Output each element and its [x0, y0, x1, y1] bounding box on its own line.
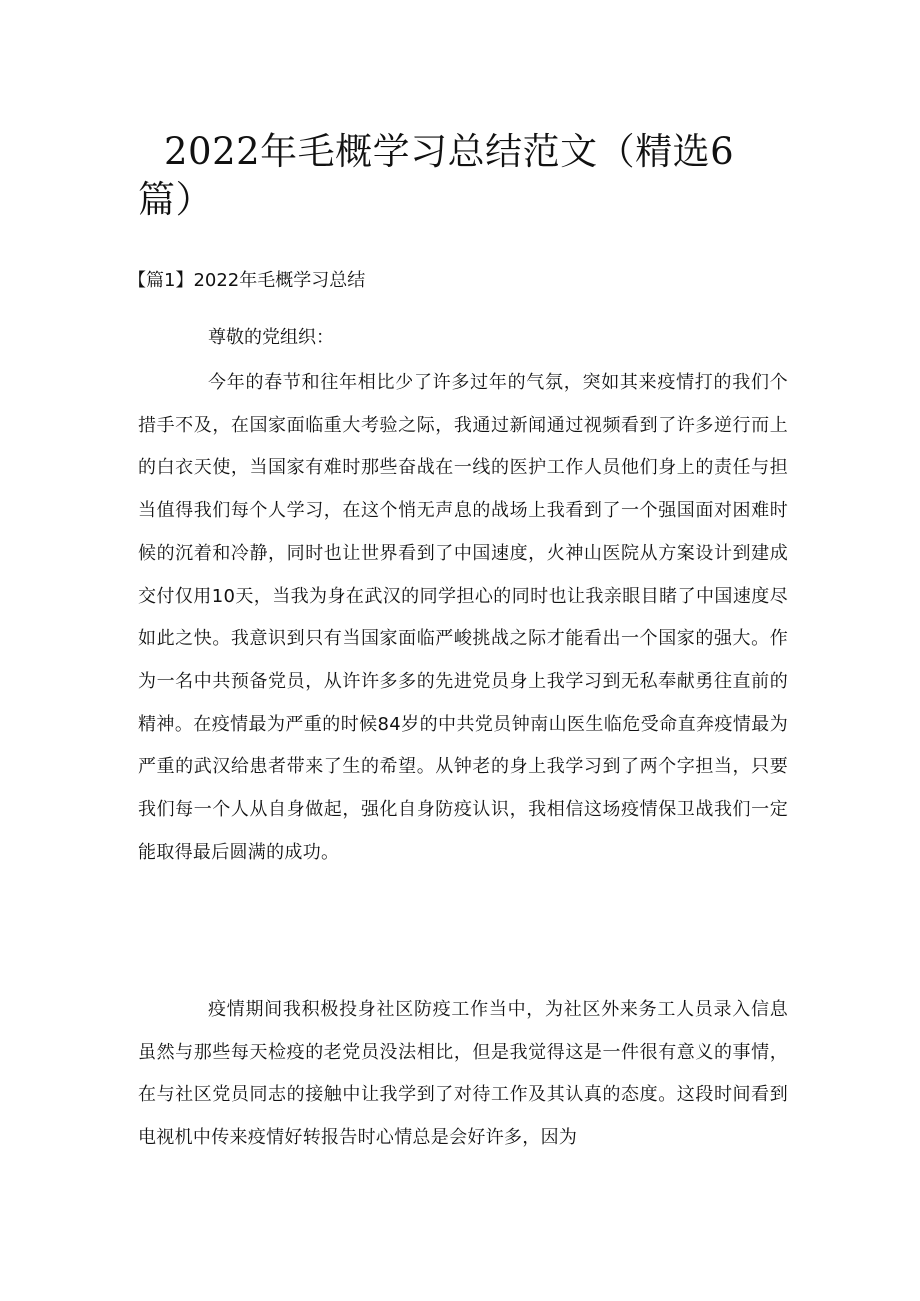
salutation: 尊敬的党组织： — [208, 327, 334, 348]
body-paragraph: 今年的春节和往年相比少了许多过年的气氛，突如其来疫情打的我们个措手不及，在国家面临重大考验之际，我通过新闻通过视频看到了许多逆行而上的白衣天使，当国家有难时那些奋战在一线的医护工作人员他们身上的责任与担当值得我们每个人学习，在这个悄无声息的战场上我看到了一个强国面对困难时候的沉着和冷静，同时也让世界看到了中国速度，火神山医院从方案设计到建成交付仅用10天，当我为身在武汉的同学担心的同时也让我亲眼目睹了中国速度尽如此之快。我意识到只有当国家面临严峻挑战之际才能看出一个国家的强大。作为一名中共预备党员，从许许多多的先进党员身上我学习到无私奉献勇往直前的精神。在疫情最为严重的时候84岁的中共党员钟南山医生临危受命直奔疫情最为严重的武汉给患者带来了生的希望。从钟老的身上我学习到了两个字担当，只要我们每一个人从自身做起，强化自身防疫认识，我相信这场疫情保卫战我们一定能取得最后圆满的成功。 — [138, 372, 788, 863]
document-title: 2022年毛概学习总结范文（精选6篇） — [138, 130, 735, 221]
body-paragraph: 疫情期间我积极投身社区防疫工作当中，为社区外来务工人员录入信息虽然与那些每天检疫的老党员没法相比，但是我觉得这是一件很有意义的事情，在与社区党员同志的接触中让我学到了对待工作及其认真的态度。这段时间看到电视机中传来疫情好转报告时心情总是会好许多，因为 — [138, 999, 788, 1149]
section-heading: 【篇1】2022年毛概学习总结 — [128, 270, 366, 291]
